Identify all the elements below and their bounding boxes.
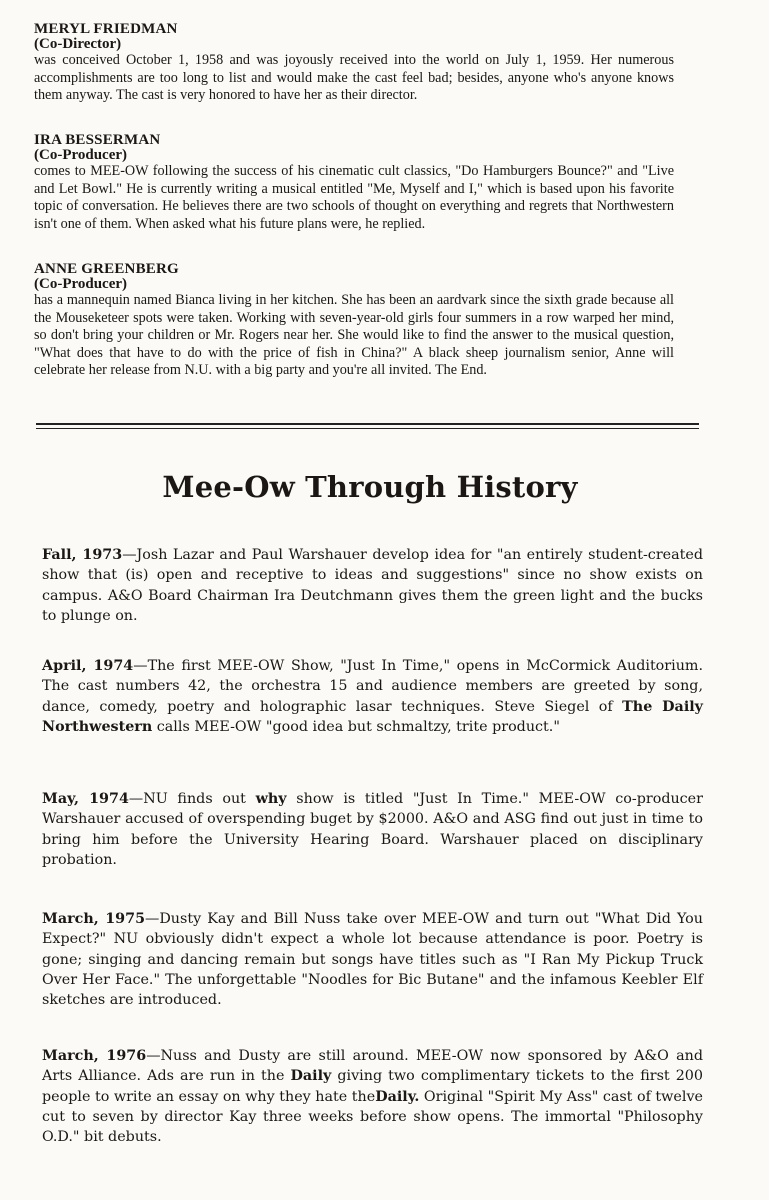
history-entry-april-1974: [42, 656, 703, 737]
entry-bold-text: why: [255, 791, 287, 807]
bio-role: (Co-Producer): [34, 276, 128, 292]
entry-bold-text: Daily.: [375, 1088, 420, 1105]
entry-date: Fall, 1973: [42, 547, 123, 563]
bio-ira-besserman: [34, 133, 674, 233]
entry-date: March, 1975: [42, 911, 146, 927]
entry-text: calls MEE-OW "good idea but schmaltzy, trite product.": [152, 718, 560, 735]
entry-text: —NU finds out: [128, 791, 256, 807]
entry-text: —Dusty Kay and Bill Nuss take over MEE-OW and turn out "What Did You Expect?" NU obviously didn't expect a whole lot because attendance is poor. Poetry is gone; singing and dancing remain but songs have titles such as "I Ran My Pickup Truck Over Her Face." The unforgettable "Noodles for Bic Butane" and the infamous Keebler Elf sketches are introduced.: [42, 911, 703, 1009]
history-entry-may-1974: [42, 789, 703, 870]
bio-text: comes to MEE-OW following the success of his cinematic cult classics, "Do Hamburgers Bounce?" and "Live and Let Bowl." He is currently writing a musical entitled "Me, Myself and I," which is based upon his favorite topic of conversation. He believes there are two schools of thought on everything and regrets that Northwestern isn't one of them. When asked what his future plans were, he replied.: [34, 163, 674, 232]
entry-text: —The first MEE-OW Show, "Just In Time," opens in McCormick Auditorium. The cast numbers 42, the orchestra 15 and audience members are greeted by song, dance, comedy, poetry and holographic lasar techniques. Steve Siegel of: [42, 658, 704, 715]
entry-date: May, 1974: [42, 791, 129, 807]
bio-name: IRA BESSERMAN: [34, 132, 161, 148]
entry-date: March, 1976: [42, 1048, 147, 1064]
entry-text: Original "Spirit My Ass" cast of twelve cut to seven by director Kay three weeks before show opens. The immortal "Philosophy O.D." bit debuts.: [42, 1088, 703, 1146]
bio-anne-greenberg: [34, 262, 674, 380]
divider-rule-thin: [36, 428, 699, 429]
bio-text: has a mannequin named Bianca living in her kitchen. She has been an aardvark since the sixth grade because all the Mouseketeer spots were taken. Working with seven-year-old girls four summers in a row warped her mind, so don't bring your children or Mr. Rogers near her. She would like to find the answer to the musical question, "What does that have to do with the price of fish in China?" A black sheep journalism senior, Anne will celebrate her release from N.U. with a big party and you're all invited. The End.: [34, 292, 674, 378]
bio-name: MERYL FRIEDMAN: [34, 21, 178, 37]
history-entry-fall-1973: [42, 545, 703, 626]
history-entry-march-1975: [42, 909, 703, 1010]
bio-text: was conceived October 1, 1958 and was joyously received into the world on July 1, 1959. Her numerous accomplishments are too long to list and would make the cast feel bad; besides, anyone who's anyone knows them anyway. The cast is very honored to have her as their director.: [34, 52, 674, 103]
divider-rule: [36, 423, 699, 425]
history-entry-march-1976: [42, 1046, 703, 1147]
entry-text: —Josh Lazar and Paul Warshauer develop idea for "an entirely student-created show that (is) open and receptive to ideas and suggestions" since no show exists on campus. A&O Board Chairman Ira Deutchmann gives them the green light and the bucks to plunge on.: [42, 547, 703, 624]
entry-date: April, 1974: [42, 658, 134, 674]
bio-role: (Co-Producer): [34, 147, 128, 163]
section-title: Mee-Ow Through History: [162, 470, 578, 504]
bio-name: ANNE GREENBERG: [34, 261, 179, 277]
bio-role: (Co-Director): [34, 36, 122, 52]
entry-text: show is titled "Just In Time." MEE-OW co-producer Warshauer accused of overspending buget by $2000. A&O and ASG find out just in time to bring him before the University Hearing Board. Warshauer placed on disciplinary probation.: [42, 791, 703, 868]
entry-text: giving two complimentary tickets to the first 200 people to write an essay on why they hate the: [42, 1068, 703, 1105]
bio-meryl-friedman: [34, 22, 674, 105]
entry-bold-text: The Daily Northwestern: [42, 698, 703, 735]
entry-bold-text: Daily: [290, 1068, 332, 1085]
entry-text: —Nuss and Dusty are still around. MEE-OW now sponsored by A&O and Arts Alliance. Ads are run in the: [42, 1048, 703, 1085]
